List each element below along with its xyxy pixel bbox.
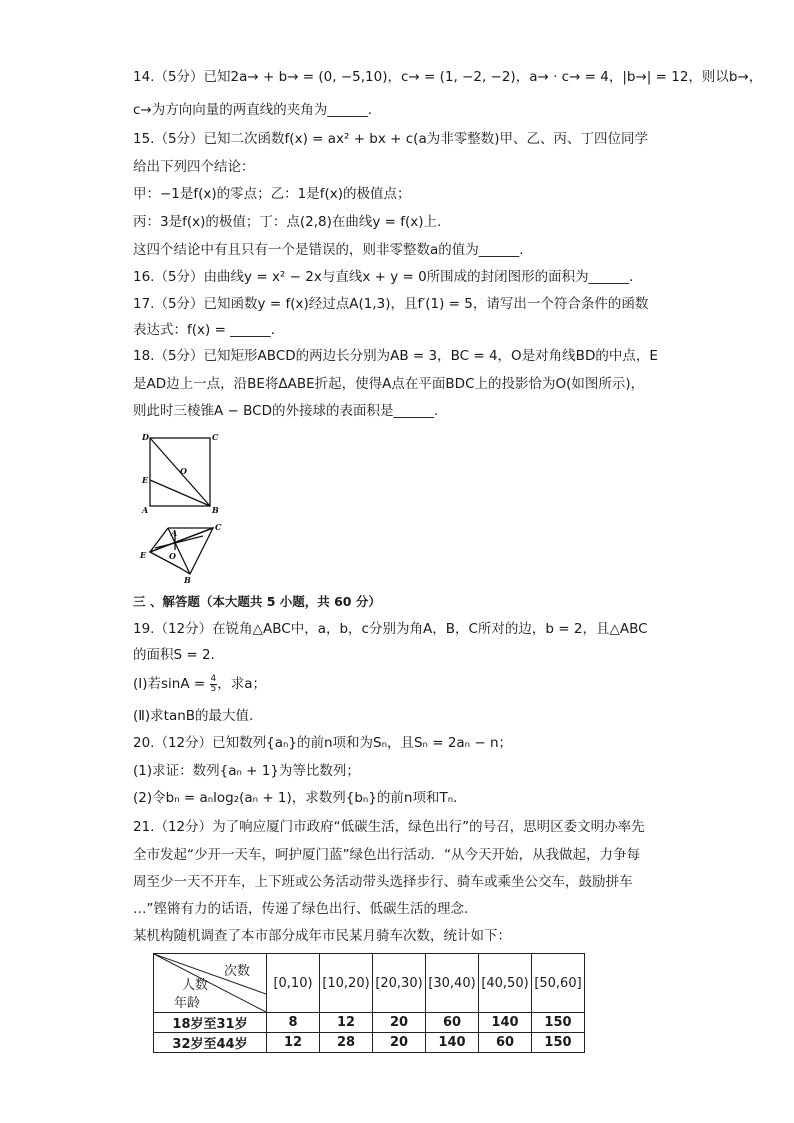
q17-line1: 17.（5分）已知函数y = f(x)经过点A(1,3)，且f′(1) = 5，请写出一个符合条件的函数 [133,296,649,312]
q14-line1: 14.（5分）已知2a→ + b→ = (0, −5,10)，c→ = (1, −2, −2)，a→ · c→ = 4，|b→| = 12，则以b→， [133,69,763,85]
table-cell: 150 [532,1033,585,1053]
q20-line3: (2)令bₙ = aₙlog₂(aₙ + 1)，求数列{bₙ}的前n项和Tₙ. [133,790,458,806]
label-c: C [212,432,219,442]
table-row [154,1033,585,1053]
q15-line3: 甲：−1是f(x)的零点；乙：1是f(x)的极值点； [133,186,411,202]
q18-line2: 是AD边上一点，沿BE将ΔABE折起，使得A点在平面BDC上的投影恰为O(如图所示)， [133,376,645,392]
q17-line2: 表达式：f(x) = ______. [133,322,275,338]
q19-line2: 的面积S = 2. [133,647,215,663]
q16-line1: 16.（5分）由曲线y = x² − 2x与直线x + y = 0所围成的封闭图形的面积为______. [133,269,634,285]
q19-line3-post: ，求a； [217,676,267,692]
table-cell: 20 [373,1033,426,1053]
segment-inner [155,536,203,548]
table-cell: 60 [426,1013,479,1033]
label-b: B [212,505,219,515]
q21-line4: …”铿锵有力的话语，传递了绿色出行、低碳生活的理念. [133,901,469,917]
segment-be [150,480,210,506]
table-cell: 20 [373,1013,426,1033]
label-e: E [142,475,149,485]
table-header-row [154,954,585,1013]
q20-line1: 20.（12分）已知数列{aₙ}的前n项和为Sₙ，且Sₙ = 2aₙ − n； [133,735,513,751]
table-header-cell: [10,20) [320,954,373,1013]
table-row [154,1013,585,1033]
table-header-cell: [50,60] [532,954,585,1013]
label-e2: E [140,550,147,560]
table-header-cell: [0,10) [267,954,320,1013]
table-cell: 12 [267,1033,320,1053]
section-3-header: 三 、解答题（本大题共 5 小题，共 60 分） [133,594,381,609]
q15-line1: 15.（5分）已知二次函数f(x) = ax² + bx + c(a为非零整数)甲、乙、丙、丁四位同学 [133,131,648,147]
q21-line3: 周至少一天不开车，上下班或公务活动带头选择步行、骑车或乘坐公交车，鼓励拼车 [133,874,633,890]
table-header-cell: [20,30) [373,954,426,1013]
ride-count-table [153,953,585,1053]
q20-line2: (1)求证：数列{aₙ + 1}为等比数列； [133,763,360,779]
fraction-numerator: 4 [210,673,217,684]
fraction-denominator: 5 [210,683,217,694]
table-cell: 8 [267,1013,320,1033]
tetrahedron-figure [150,528,213,574]
table-cell: 28 [320,1033,373,1053]
q15-line4: 丙：3是f(x)的极值；丁：点(2,8)在曲线y = f(x)上. [133,214,442,230]
table-cell: 140 [479,1013,532,1033]
q19-line4: (Ⅱ)求tanB的最大值. [133,708,254,724]
q21-line1: 21.（12分）为了响应厦门市政府“低碳生活，绿色出行”的号召，思明区委文明办率先 [133,819,645,835]
q15-line2: 给出下列四个结论： [133,159,255,175]
table-header-cell: [30,40) [426,954,479,1013]
table-cell: 12 [320,1013,373,1033]
q19-line1: 19.（12分）在锐角△ABC中，a，b，c分别为角A，B，C所对的边，b = 2，且△ABC [133,621,648,637]
q21-line2: 全市发起“少开一天车，呵护厦门蓝”绿色出行活动．“从今天开始，从我做起，力争每 [133,847,640,863]
q15-line5: 这四个结论中有且只有一个是错误的，则非零整数a的值为______. [133,242,524,258]
corner-label-age: 年龄 [174,996,201,1011]
corner-label-count: 次数 [224,964,251,979]
table-cell: 150 [532,1013,585,1033]
label-a2: A [171,528,178,538]
q18-line1: 18.（5分）已知矩形ABCD的两边长分别为AB = 3，BC = 4，O是对角线BD的中点，E [133,348,658,364]
table-corner-cell [154,954,267,1013]
label-c2: C [215,522,222,532]
base-outline [150,528,213,574]
q14-line2: c→为方向向量的两直线的夹角为______. [133,102,373,118]
corner-label-people: 人数 [182,978,209,993]
table-header-cell: [40,50) [479,954,532,1013]
row-label: 18岁至31岁 [154,1013,267,1033]
label-d: D [142,432,149,442]
table-cell: 60 [479,1033,532,1053]
q18-line3: 则此时三棱锥A − BCD的外接球的表面积是______. [133,403,439,419]
label-a: A [142,505,149,515]
q21-line5: 某机构随机调查了本市部分成年市民某月骑车次数，统计如下： [133,928,511,944]
q19-line3 [133,674,266,694]
q18-figure [135,428,235,588]
label-o2: O [169,551,176,561]
table-cell: 140 [426,1033,479,1053]
label-o: O [180,466,187,476]
row-label: 32岁至44岁 [154,1033,267,1053]
label-b2: B [184,575,191,585]
q19-line3-pre: (Ⅰ)若sinA = [133,676,210,692]
